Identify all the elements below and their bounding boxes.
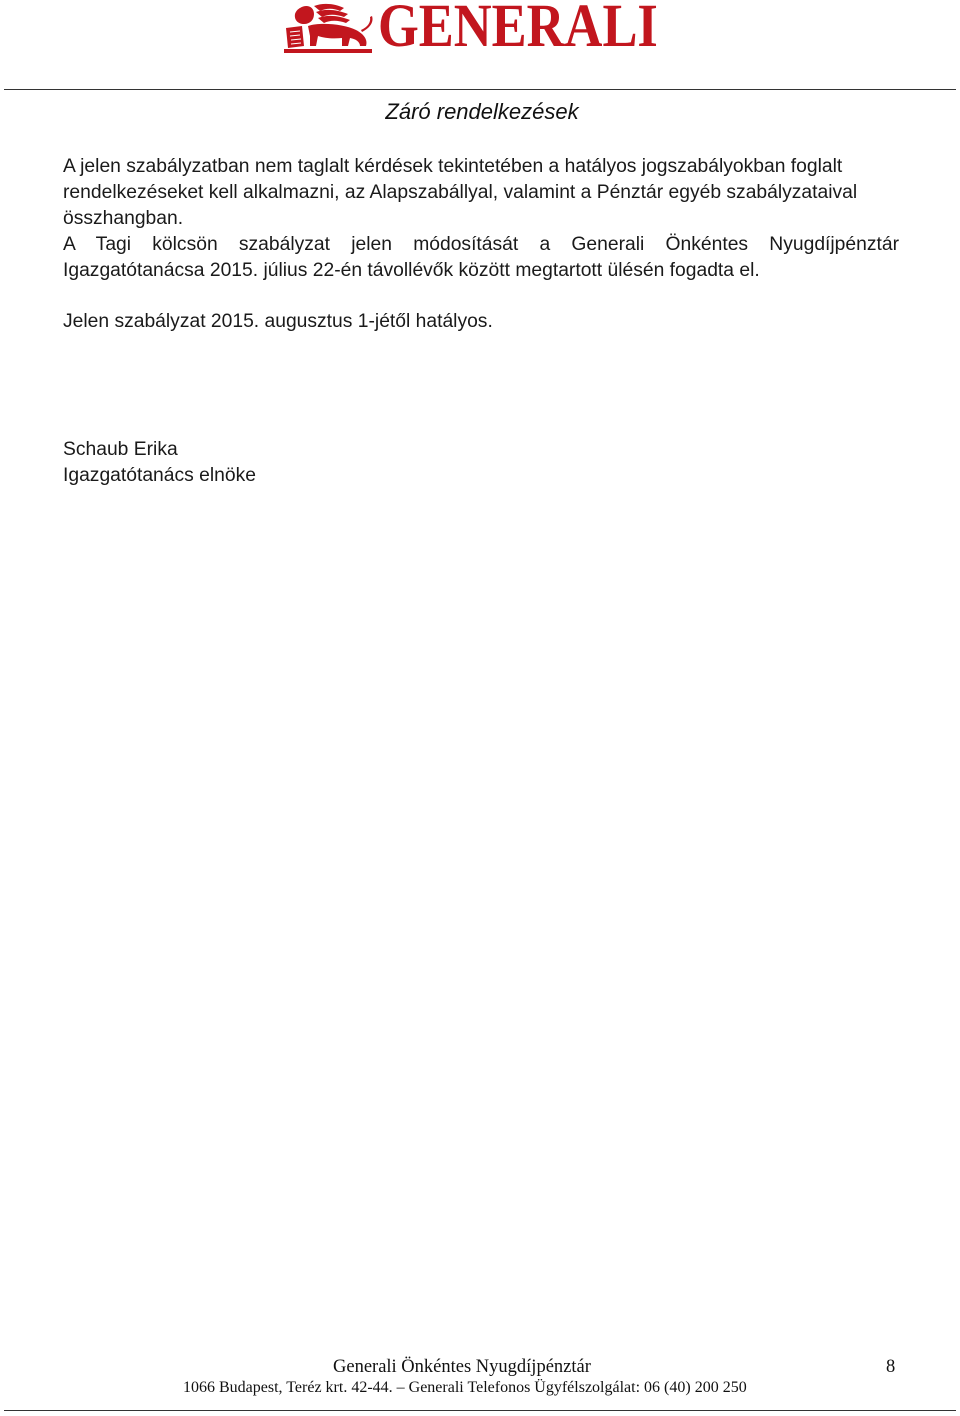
paragraph-1: A jelen szabályzatban nem taglalt kérdések tekintetében a hatályos jogszabályokban foglalt rendelkezéseket kell alkalmazni, az Alapszabállyal, valamint a Pénztár egyéb szabályzataival összhangban. <box>63 156 858 229</box>
logo-wordmark: GENERALI <box>378 0 658 60</box>
footer-address: 1066 Budapest, Teréz krt. 42-44. – Generali Telefonos Ügyfélszolgálat: 06 (40) 200 250 <box>183 1379 747 1396</box>
page-number: 8 <box>886 1357 896 1377</box>
paragraph-2: A Tagi kölcsön szabályzat jelen módosítását a Generali Önkéntes Nyugdíjpénztár Igazgatótanácsa 2015. július 22-én távollévők között megtartott ülésén fogadta el. <box>63 234 899 281</box>
signatory-name: Schaub Erika <box>63 439 178 460</box>
paragraph-3: Jelen szabályzat 2015. augusztus 1-jétől hatályos. <box>63 311 493 332</box>
header-divider <box>4 89 956 90</box>
section-heading-text: Záró rendelkezések <box>385 99 579 124</box>
winged-lion-icon <box>284 2 374 54</box>
page-footer <box>0 1355 960 1379</box>
generali-logo <box>284 0 676 60</box>
footer-org-name: Generali Önkéntes Nyugdíjpénztár <box>333 1357 591 1377</box>
page-header <box>0 0 960 92</box>
section-heading <box>0 98 960 126</box>
signatory-title: Igazgatótanács elnöke <box>63 465 256 486</box>
footer-divider <box>4 1410 956 1411</box>
signature-block <box>63 437 256 489</box>
